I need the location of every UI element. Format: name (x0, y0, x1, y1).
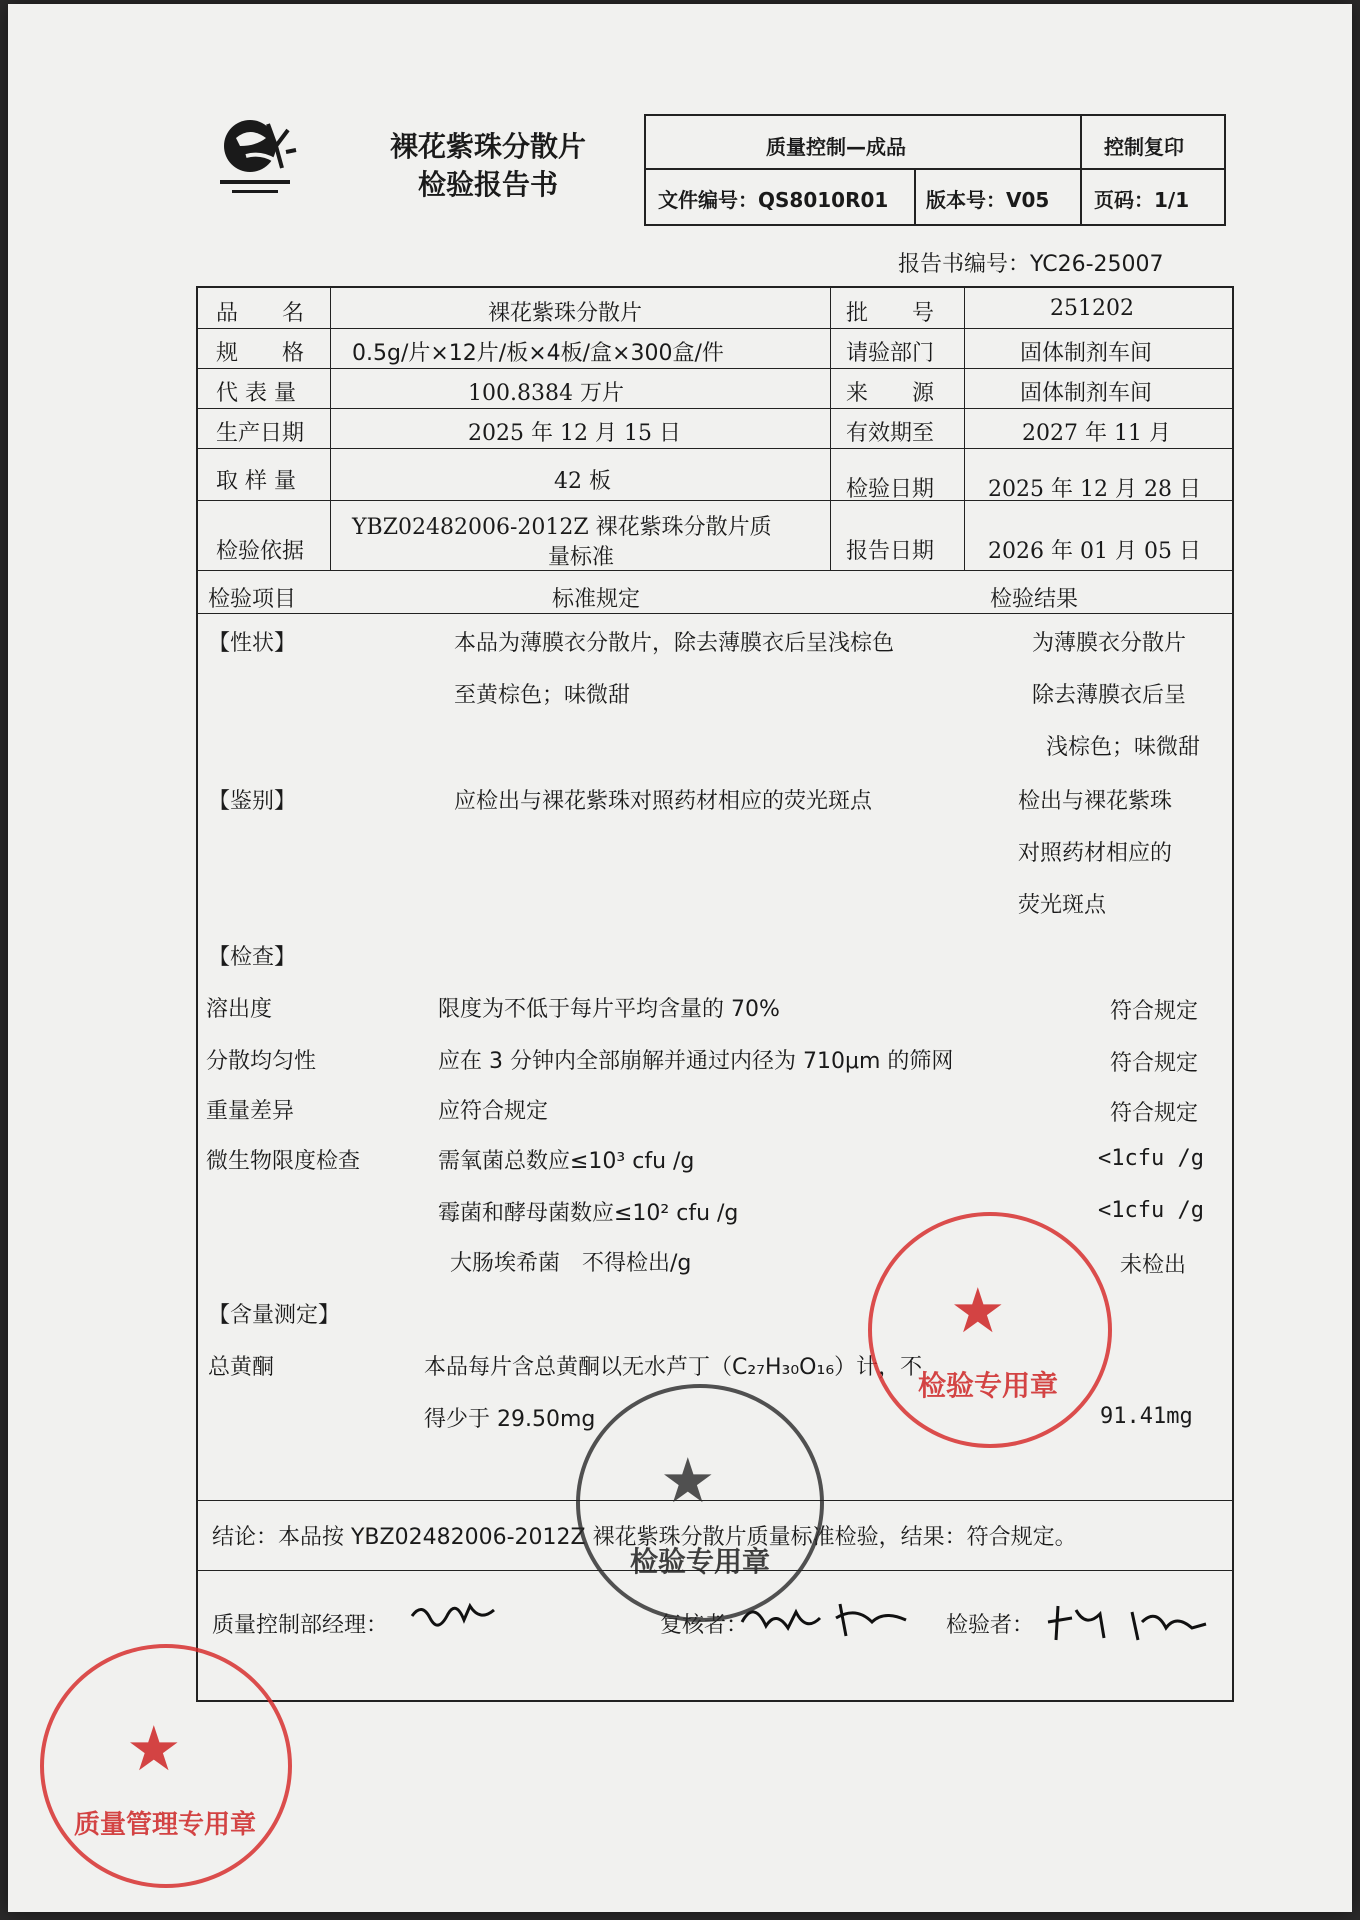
dept-value: 固体制剂车间 (1020, 341, 1153, 366)
stamp-star-icon: ★ (660, 1444, 716, 1517)
quality-management-stamp (40, 1644, 292, 1888)
assay-heading: 【含量测定】 (208, 1303, 341, 1328)
inspection-res-dispersion: 符合规定 (1110, 1051, 1199, 1076)
copy-label: 控制复印 (1104, 135, 1184, 159)
document-title (358, 128, 618, 204)
identification-result-3: 荧光斑点 (1018, 893, 1107, 918)
identification-result-1: 检出与裸花紫珠 (1018, 789, 1173, 814)
inspection-std-aerobic: 需氧菌总数应≤10³ cfu /g (438, 1149, 695, 1174)
qc-stamp-text-red: 检验专用章 (918, 1369, 1059, 1402)
qm-stamp-text: 质量管理专用章 (74, 1810, 257, 1840)
manager-signature (408, 1592, 498, 1636)
batch-value: 251202 (1050, 296, 1134, 321)
basis-value-line1: YBZ02482006-2012Z 裸花紫珠分散片质 (352, 515, 772, 540)
inspection-heading: 【检查】 (208, 945, 297, 970)
name-value: 裸花紫珠分散片 (488, 301, 643, 326)
appearance-result-2: 除去薄膜衣后呈 (1032, 683, 1187, 708)
company-logo (216, 116, 316, 206)
title-line-2: 检验报告书 (417, 168, 558, 201)
inspection-res-mold: <1cfu /g (1098, 1198, 1204, 1223)
col-result-header: 检验结果 (990, 587, 1079, 612)
identification-heading: 【鉴别】 (208, 789, 297, 814)
sample-label: 取 样 量 (216, 469, 296, 494)
inspection-item-weight: 重量差异 (206, 1099, 295, 1124)
inspection-item-dissolution: 溶出度 (206, 997, 273, 1022)
title-line-1: 裸花紫珠分散片 (389, 130, 586, 163)
basis-label: 检验依据 (216, 539, 305, 564)
page-number: 页码：1/1 (1094, 188, 1190, 212)
qc-label: 质量控制—成品 (766, 135, 906, 159)
inspector-signature (1042, 1598, 1212, 1646)
inspection-std-ecoli: 大肠埃希菌 不得检出/g (450, 1251, 692, 1276)
assay-standard-2: 得少于 29.50mg (424, 1407, 596, 1432)
source-value: 固体制剂车间 (1020, 381, 1153, 406)
qc-stamp-text-gray: 检验专用章 (630, 1545, 771, 1578)
assay-item: 总黄酮 (208, 1355, 275, 1380)
identification-result-2: 对照药材相应的 (1018, 841, 1173, 866)
basis-value-line2: 量标准 (548, 545, 615, 570)
expiry-label: 有效期至 (846, 421, 935, 446)
test-date-value: 2025 年 12 月 28 日 (988, 477, 1201, 502)
col-item-header: 检验项目 (208, 587, 297, 612)
assay-result: 91.41mg (1100, 1404, 1193, 1429)
qc-department-stamp-gray (576, 1384, 824, 1622)
inspection-std-mold: 霉菌和酵母菌数应≤10² cfu /g (438, 1201, 739, 1226)
name-label: 品 名 (216, 301, 305, 326)
manager-signature-label: 质量控制部经理： (212, 1613, 389, 1638)
inspection-res-ecoli: 未检出 (1120, 1253, 1187, 1278)
report-number: 报告书编号：YC26-25007 (898, 252, 1164, 277)
inspector-signature-label: 检验者： (946, 1613, 1035, 1638)
quantity-label: 代 表 量 (216, 381, 296, 406)
mfg-date-value: 2025 年 12 月 15 日 (468, 421, 681, 446)
appearance-heading: 【性状】 (208, 631, 297, 656)
inspection-res-dissolution: 符合规定 (1110, 999, 1199, 1024)
document-control-box (644, 114, 1226, 226)
inspection-std-weight: 应符合规定 (438, 1099, 549, 1124)
appearance-standard-1: 本品为薄膜衣分散片，除去薄膜衣后呈浅棕色 (454, 631, 895, 656)
conclusion: 结论：本品按 YBZ02482006-2012Z 裸花紫珠分散片质量标准检验，结果：符合规定。 (212, 1525, 1077, 1550)
quantity-value: 100.8384 万片 (468, 381, 624, 406)
spec-label: 规 格 (216, 341, 305, 366)
dept-label: 请验部门 (846, 341, 935, 366)
version-number: 版本号：V05 (926, 188, 1050, 212)
report-date-value: 2026 年 01 月 05 日 (988, 539, 1201, 564)
assay-standard-1: 本品每片含总黄酮以无水芦丁（C₂₇H₃₀O₁₆）计，不 (424, 1355, 923, 1380)
test-date-label: 检验日期 (846, 477, 935, 502)
spec-value: 0.5g/片×12片/板×4板/盒×300盒/件 (352, 341, 724, 366)
reviewer-signature-label: 复核者： (660, 1613, 749, 1638)
inspection-std-dispersion: 应在 3 分钟内全部崩解并通过内径为 710μm 的筛网 (438, 1049, 954, 1074)
source-label: 来 源 (846, 381, 935, 406)
batch-label: 批 号 (846, 301, 935, 326)
inspection-item-microbial: 微生物限度检查 (206, 1149, 361, 1174)
report-paper (8, 4, 1352, 1912)
stamp-star-icon: ★ (950, 1274, 1006, 1347)
inspection-std-dissolution: 限度为不低于每片平均含量的 70% (438, 997, 780, 1022)
inspection-res-weight: 符合规定 (1110, 1101, 1199, 1126)
sample-value: 42 板 (554, 469, 611, 494)
file-number: 文件编号：QS8010R01 (658, 188, 889, 212)
appearance-standard-2: 至黄棕色；味微甜 (454, 683, 631, 708)
col-standard-header: 标准规定 (552, 587, 641, 612)
appearance-result-1: 为薄膜衣分散片 (1032, 631, 1187, 656)
appearance-result-3: 浅棕色；味微甜 (1046, 735, 1201, 760)
report-date-label: 报告日期 (846, 539, 935, 564)
stamp-star-icon: ★ (126, 1712, 182, 1785)
mfg-date-label: 生产日期 (216, 421, 305, 446)
inspection-res-aerobic: <1cfu /g (1098, 1146, 1204, 1171)
inspection-item-dispersion: 分散均匀性 (206, 1049, 317, 1074)
identification-standard: 应检出与裸花紫珠对照药材相应的荧光斑点 (454, 789, 873, 814)
qc-department-stamp-red (868, 1212, 1112, 1448)
expiry-value: 2027 年 11 月 (1022, 421, 1171, 446)
